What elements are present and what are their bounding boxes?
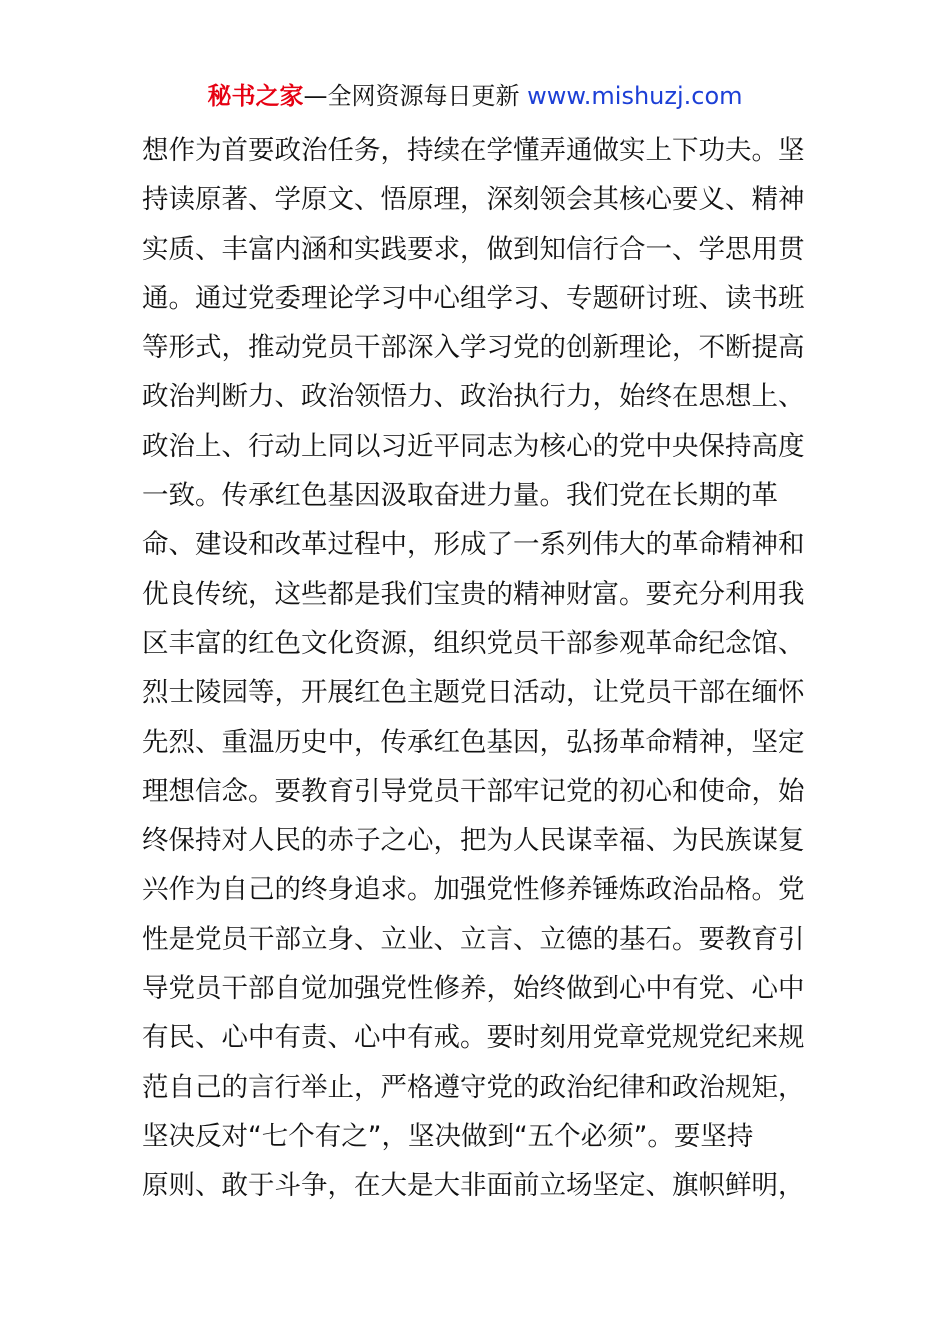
- text-line: 政治上、行动上同以习近平同志为核心的党中央保持高度: [142, 430, 805, 462]
- text-line: 想作为首要政治任务，持续在学懂弄通做实上下功夫。坚: [142, 135, 805, 166]
- text-line: 等形式，推动党员干部深入学习党的创新理论，不断提高: [142, 332, 805, 364]
- text-line: 命、建设和改革过程中，形成了一系列伟大的革命精神和: [142, 529, 805, 561]
- document-body: [142, 126, 822, 1211]
- header-tagline: —全网资源每日更新: [303, 82, 528, 110]
- text-line: 持读原著、学原文、悟原理，深刻领会其核心要义、精神: [142, 184, 805, 216]
- page-header: [0, 78, 950, 114]
- text-line: 原则、敢于斗争，在大是大非面前立场坚定、旗帜鲜明，: [142, 1170, 805, 1202]
- text-line: 先烈、重温历史中，传承红色基因，弘扬革命精神，坚定: [142, 726, 805, 758]
- text-line: 理想信念。要教育引导党员干部牢记党的初心和使命，始: [142, 775, 805, 807]
- header-url-link[interactable]: www.mishuzj.com: [527, 82, 743, 110]
- text-line: 区丰富的红色文化资源，组织党员干部参观革命纪念馆、: [142, 627, 805, 659]
- text-line: 终保持对人民的赤子之心，把为人民谋幸福、为民族谋复: [142, 825, 805, 857]
- text-line: 烈士陵园等，开展红色主题党日活动，让党员干部在缅怀: [142, 677, 805, 709]
- text-line: 一致。传承红色基因汲取奋进力量。我们党在长期的革: [142, 480, 778, 512]
- text-line: 政治判断力、政治领悟力、政治执行力，始终在思想上、: [142, 381, 805, 413]
- header-brand: 秘书之家: [207, 82, 304, 110]
- text-line: 范自己的言行举止，严格遵守党的政治纪律和政治规矩，: [142, 1071, 805, 1103]
- text-line: 优良传统，这些都是我们宝贵的精神财富。要充分利用我: [142, 578, 805, 610]
- text-line: 实质、丰富内涵和实践要求，做到知信行合一、学思用贯: [142, 233, 805, 265]
- text-line: 导党员干部自觉加强党性修养，始终做到心中有党、心中: [142, 973, 805, 1005]
- text-line: 兴作为自己的终身追求。加强党性修养锤炼政治品格。党: [142, 874, 805, 906]
- text-line: 性是党员干部立身、立业、立言、立德的基石。要教育引: [142, 923, 805, 955]
- text-line: 有民、心中有责、心中有戒。要时刻用党章党规党纪来规: [142, 1022, 805, 1054]
- text-line: 通。通过党委理论学习中心组学习、专题研讨班、读书班: [142, 282, 805, 314]
- text-line: 坚决反对“七个有之”，坚决做到“五个必须”。要坚持: [142, 1120, 754, 1152]
